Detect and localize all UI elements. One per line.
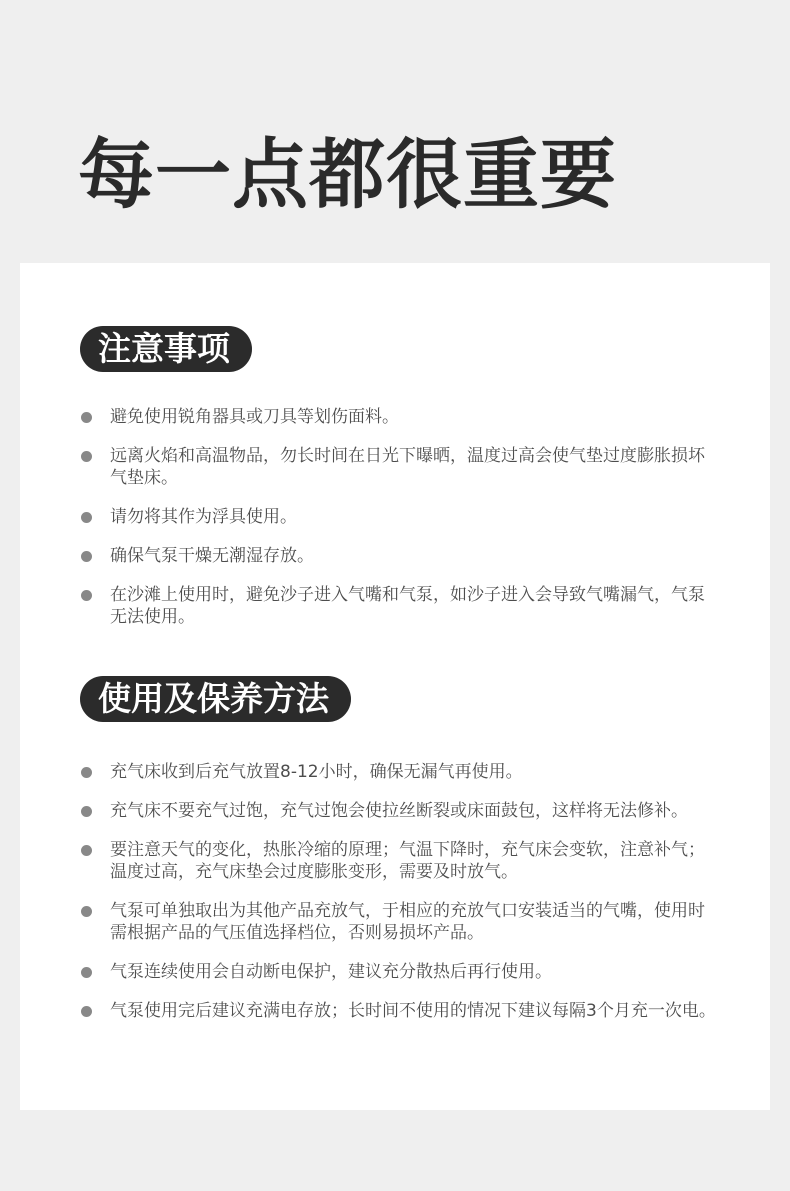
list-item-text: 避免使用锐角器具或刀具等划伤面料。: [110, 407, 399, 427]
bullet-dot-icon: [81, 590, 92, 601]
usage-section-title: 使用及保养方法: [80, 676, 351, 722]
list-item: [80, 584, 720, 628]
page-title: 每一点都很重要: [78, 130, 617, 219]
bullet-dot-icon: [81, 451, 92, 462]
list-item-text: 远离火焰和高温物品，勿长时间在日光下曝晒，温度过高会使气垫过度膨胀损坏气垫床。: [110, 446, 705, 488]
list-item-text: 充气床不要充气过饱，充气过饱会使拉丝断裂或床面鼓包，这样将无法修补。: [110, 801, 688, 821]
bullet-dot-icon: [81, 845, 92, 856]
list-item: [80, 839, 720, 883]
content-card: [20, 263, 770, 1110]
list-item-text: 气泵连续使用会自动断电保护，建议充分散热后再行使用。: [110, 962, 552, 982]
list-item: [80, 761, 720, 783]
list-item-text: 确保气泵干燥无潮湿存放。: [110, 546, 314, 566]
bullet-dot-icon: [81, 412, 92, 423]
list-item: [80, 545, 720, 567]
bullet-dot-icon: [81, 512, 92, 523]
notes-section-title: 注意事项: [80, 326, 252, 372]
list-item-text: 在沙滩上使用时，避免沙子进入气嘴和气泵，如沙子进入会导致气嘴漏气，气泵无法使用。: [110, 585, 705, 627]
bullet-dot-icon: [81, 806, 92, 817]
list-item: [80, 900, 720, 944]
list-item-text: 要注意天气的变化，热胀冷缩的原理；气温下降时，充气床会变软，注意补气；温度过高，充气床垫会过度膨胀变形，需要及时放气。: [110, 840, 705, 882]
usage-list: [80, 761, 720, 1039]
bullet-dot-icon: [81, 906, 92, 917]
list-item: [80, 1000, 720, 1022]
list-item: [80, 445, 720, 489]
list-item-text: 气泵使用完后建议充满电存放；长时间不使用的情况下建议每隔3个月充一次电。: [110, 1001, 716, 1021]
list-item-text: 气泵可单独取出为其他产品充放气，于相应的充放气口安装适当的气嘴，使用时需根据产品的气压值选择档位，否则易损坏产品。: [110, 901, 705, 943]
list-item: [80, 406, 720, 428]
bullet-dot-icon: [81, 551, 92, 562]
list-item: [80, 506, 720, 528]
list-item: [80, 800, 720, 822]
notes-list: [80, 406, 720, 645]
bullet-dot-icon: [81, 767, 92, 778]
bullet-dot-icon: [81, 1006, 92, 1017]
list-item: [80, 961, 720, 983]
list-item-text: 请勿将其作为浮具使用。: [110, 507, 297, 527]
list-item-text: 充气床收到后充气放置8-12小时，确保无漏气再使用。: [110, 762, 523, 782]
bullet-dot-icon: [81, 967, 92, 978]
